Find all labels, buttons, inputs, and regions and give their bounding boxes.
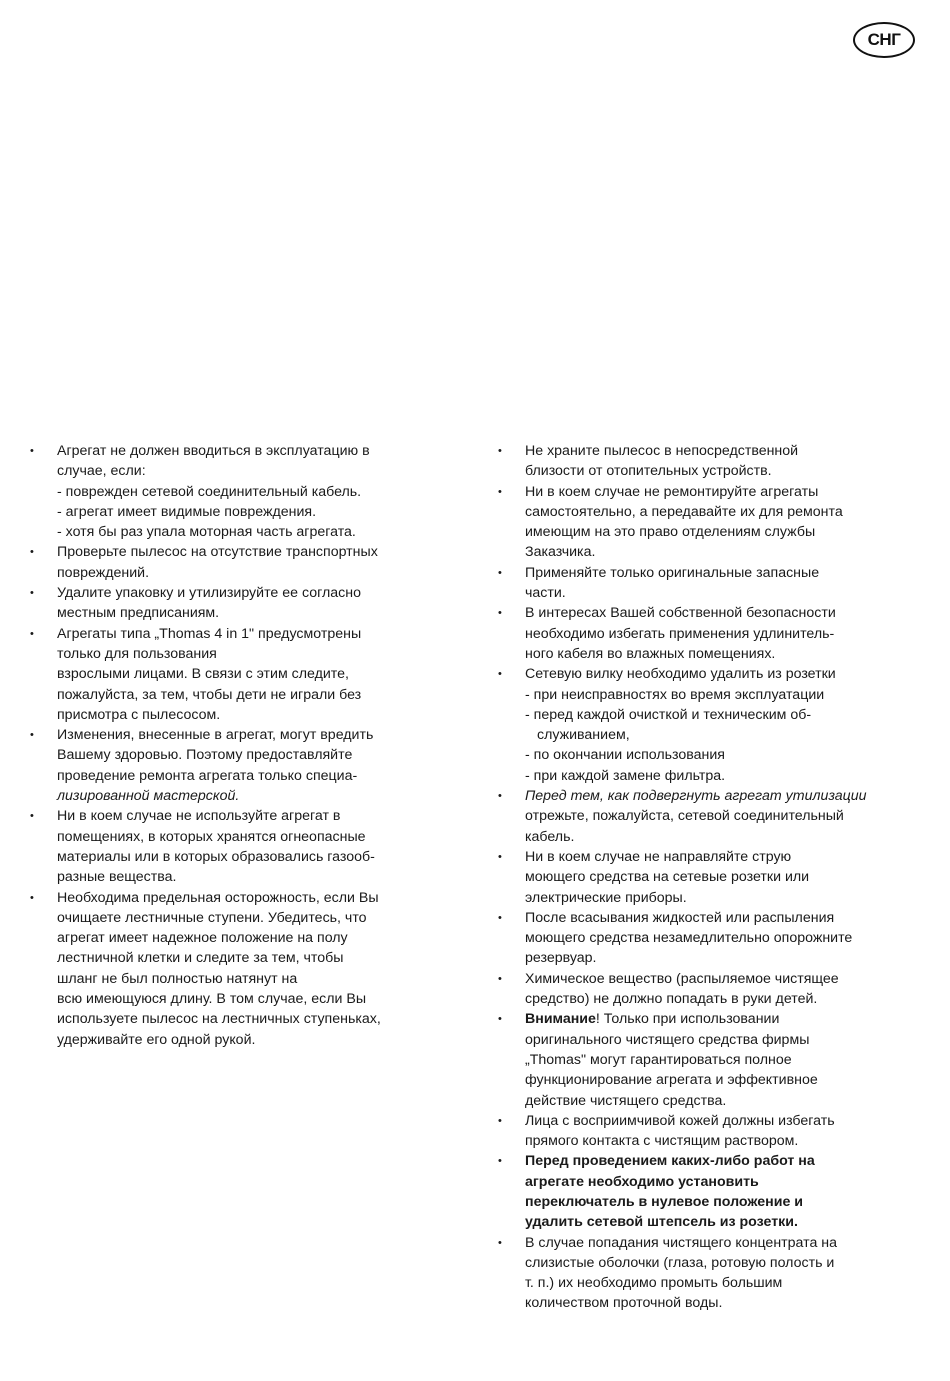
instruction-line: шланг не был полностью натянут на [57, 970, 298, 987]
bullet-icon: • [30, 546, 34, 559]
safety-instruction-item [496, 1151, 936, 1232]
instruction-line: оригинального чистящего средства фирмы [525, 1031, 810, 1048]
instruction-line: Применяйте только оригинальные запасные [525, 564, 820, 581]
bullet-icon: • [498, 790, 502, 803]
instruction-line: части. [525, 585, 566, 602]
safety-instruction-item [496, 1009, 936, 1110]
instruction-line: После всасывания жидкостей или распыления [525, 909, 835, 926]
instruction-line: используете пылесос на лестничных ступеньках, [57, 1011, 381, 1028]
instruction-line: моющего средства незамедлительно опорожните [525, 930, 853, 947]
instruction-line: - агрегат имеет видимые повреждения. [57, 503, 317, 520]
instruction-line: всю имеющуюся длину. В том случае, если Вы [57, 991, 367, 1008]
bullet-icon: • [498, 972, 502, 985]
instruction-line: Не храните пылесос в непосредственной [525, 443, 799, 459]
instruction-line: помещениях, в которых хранятся огнеопасные [57, 828, 366, 845]
bullet-icon: • [498, 1013, 502, 1026]
instruction-line: Перед тем, как подвергнуть агрегат утилизации [525, 788, 867, 805]
instruction-line: удерживайте его одной рукой. [57, 1031, 256, 1048]
instruction-line: В интересах Вашей собственной безопасности [525, 605, 836, 622]
safety-instruction-item [28, 624, 468, 725]
emphasis-text: Внимание [525, 1011, 596, 1028]
safety-instruction-item [496, 603, 936, 664]
instruction-line: Необходима предельная осторожность, если Вы [57, 889, 379, 906]
bullet-icon: • [498, 485, 502, 498]
bullet-icon: • [498, 566, 502, 579]
bullet-icon: • [498, 668, 502, 681]
instruction-line: прямого контакта с чистящим раствором. [525, 1133, 799, 1150]
instruction-line: Сетевую вилку необходимо удалить из розетки [525, 666, 836, 683]
instruction-line: разные вещества. [57, 869, 177, 886]
instruction-line: взрослыми лицами. В связи с этим следите, [57, 666, 349, 683]
safety-instruction-item [28, 725, 468, 806]
safety-instruction-item [28, 888, 468, 1050]
instruction-line: переключатель в нулевое положение и [525, 1193, 803, 1210]
instruction-line: Проверьте пылесос на отсутствие транспортных [57, 544, 378, 561]
instruction-line: функционирование агрегата и эффективное [525, 1072, 818, 1089]
instruction-line: агрегате необходимо установить [525, 1173, 759, 1190]
instruction-line: Ни в коем случае не направляйте струю [525, 848, 792, 865]
safety-instruction-item [28, 441, 468, 542]
instruction-line: электрические приборы. [525, 889, 687, 906]
instruction-line: количеством проточной воды. [525, 1295, 723, 1312]
instruction-line: Ни в коем случае не ремонтируйте агрегаты [525, 483, 819, 500]
bullet-icon: • [498, 911, 502, 924]
instruction-line: самостоятельно, а передавайте их для ремонта [525, 503, 843, 520]
instruction-line: только для пользования [57, 645, 217, 662]
instruction-line: повреждений. [57, 564, 150, 581]
safety-instruction-item [496, 563, 936, 604]
bullet-icon: • [498, 850, 502, 863]
instruction-line: Агрегаты типа „Thomas 4 in 1" предусмотрены [57, 625, 362, 642]
instruction-line: - хотя бы раз упала моторная часть агрегата. [57, 524, 356, 541]
bullet-icon: • [498, 445, 502, 457]
bullet-icon: • [30, 627, 34, 640]
bullet-icon: • [498, 1236, 502, 1249]
instruction-line: близости от отопительных устройств. [525, 463, 772, 480]
region-badge: СНГ [853, 22, 915, 58]
instruction-line: лизированной мастерской. [57, 788, 240, 805]
instruction-line: резервуар. [525, 950, 597, 967]
safety-instruction-item [496, 664, 936, 786]
instruction-line: ного кабеля во влажных помещениях. [525, 645, 776, 662]
instruction-line: имеющим на это право отделениям службы [525, 524, 816, 541]
instruction-line: - перед каждой очисткой и техническим об- [525, 706, 812, 723]
instruction-line: - при каждой замене фильтра. [525, 767, 726, 784]
instruction-line: необходимо избегать применения удлинитель- [525, 625, 835, 642]
instruction-line: присмотра с пылесосом. [57, 706, 221, 723]
instruction-line: удалить сетевой штепсель из розетки. [525, 1214, 798, 1231]
bullet-icon: • [30, 891, 34, 904]
instruction-line: - поврежден сетевой соединительный кабель. [57, 483, 362, 500]
safety-instruction-item [496, 908, 936, 969]
instruction-line: средство) не должно попадать в руки детей. [525, 991, 818, 1008]
safety-instruction-item [496, 1111, 936, 1152]
safety-instruction-item [496, 1233, 936, 1314]
instruction-text: ! Только при использовании [595, 1011, 780, 1028]
instruction-line: служиванием, [537, 727, 630, 744]
instruction-line: случае, если: [57, 463, 146, 480]
instruction-line: отрежьте, пожалуйста, сетевой соединительный [525, 808, 844, 825]
instruction-line: - при неисправностях во время эксплуатации [525, 686, 825, 703]
instruction-line: кабель. [525, 828, 575, 845]
right-column [496, 441, 936, 1314]
instruction-line: Ни в коем случае не используйте агрегат в [57, 808, 341, 825]
safety-instruction-item [28, 542, 468, 583]
instruction-line: - по окончании использования [525, 747, 725, 764]
bullet-icon: • [30, 587, 34, 600]
instruction-line: очищаете лестничные ступени. Убедитесь, что [57, 909, 367, 926]
safety-instruction-item [28, 806, 468, 887]
safety-instruction-item [496, 786, 936, 847]
instruction-line: Заказчика. [525, 544, 596, 561]
instruction-line: В случае попадания чистящего концентрата на [525, 1234, 838, 1251]
instruction-line: Лица с восприимчивой кожей должны избегать [525, 1112, 835, 1129]
safety-instruction-item [496, 969, 936, 1010]
safety-instruction-item [496, 847, 936, 908]
bullet-icon: • [498, 607, 502, 620]
bullet-icon: • [30, 729, 34, 742]
instruction-line: моющего средства на сетевые розетки или [525, 869, 810, 886]
instruction-line: „Thomas" могут гарантироваться полное [525, 1051, 792, 1068]
left-column [28, 441, 468, 1050]
instruction-line: Удалите упаковку и утилизируйте ее согласно [57, 585, 361, 602]
safety-instruction-item [496, 441, 936, 482]
instruction-line: Перед проведением каких-либо работ на [525, 1153, 815, 1170]
instruction-line: лестничной клетки и следите за тем, чтобы [57, 950, 344, 967]
instruction-line: Изменения, внесенные в агрегат, могут вредить [57, 727, 374, 744]
instruction-line [525, 1009, 936, 1029]
safety-instruction-item [496, 482, 936, 563]
bullet-icon: • [30, 445, 34, 457]
instruction-line: т. п.) их необходимо промыть большим [525, 1275, 783, 1292]
instruction-line: пожалуйста, за тем, чтобы дети не играли без [57, 686, 362, 703]
instruction-line: Агрегат не должен вводиться в эксплуатацию в [57, 443, 370, 459]
bullet-icon: • [30, 810, 34, 823]
instruction-line: Химическое вещество (распыляемое чистящее [525, 970, 839, 987]
instruction-line: проведение ремонта агрегата только специа- [57, 767, 358, 784]
instruction-line: агрегат имеет надежное положение на полу [57, 930, 348, 947]
instruction-line: действие чистящего средства. [525, 1092, 727, 1109]
safety-instruction-item [28, 583, 468, 624]
bullet-icon: • [498, 1155, 502, 1168]
instruction-line: материалы или в которых образовались газооб- [57, 848, 375, 865]
instruction-line: Вашему здоровью. Поэтому предоставляйте [57, 747, 353, 764]
instruction-line: местным предписаниям. [57, 605, 220, 622]
instruction-line: слизистые оболочки (глаза, ротовую полость и [525, 1254, 835, 1271]
bullet-icon: • [498, 1114, 502, 1127]
